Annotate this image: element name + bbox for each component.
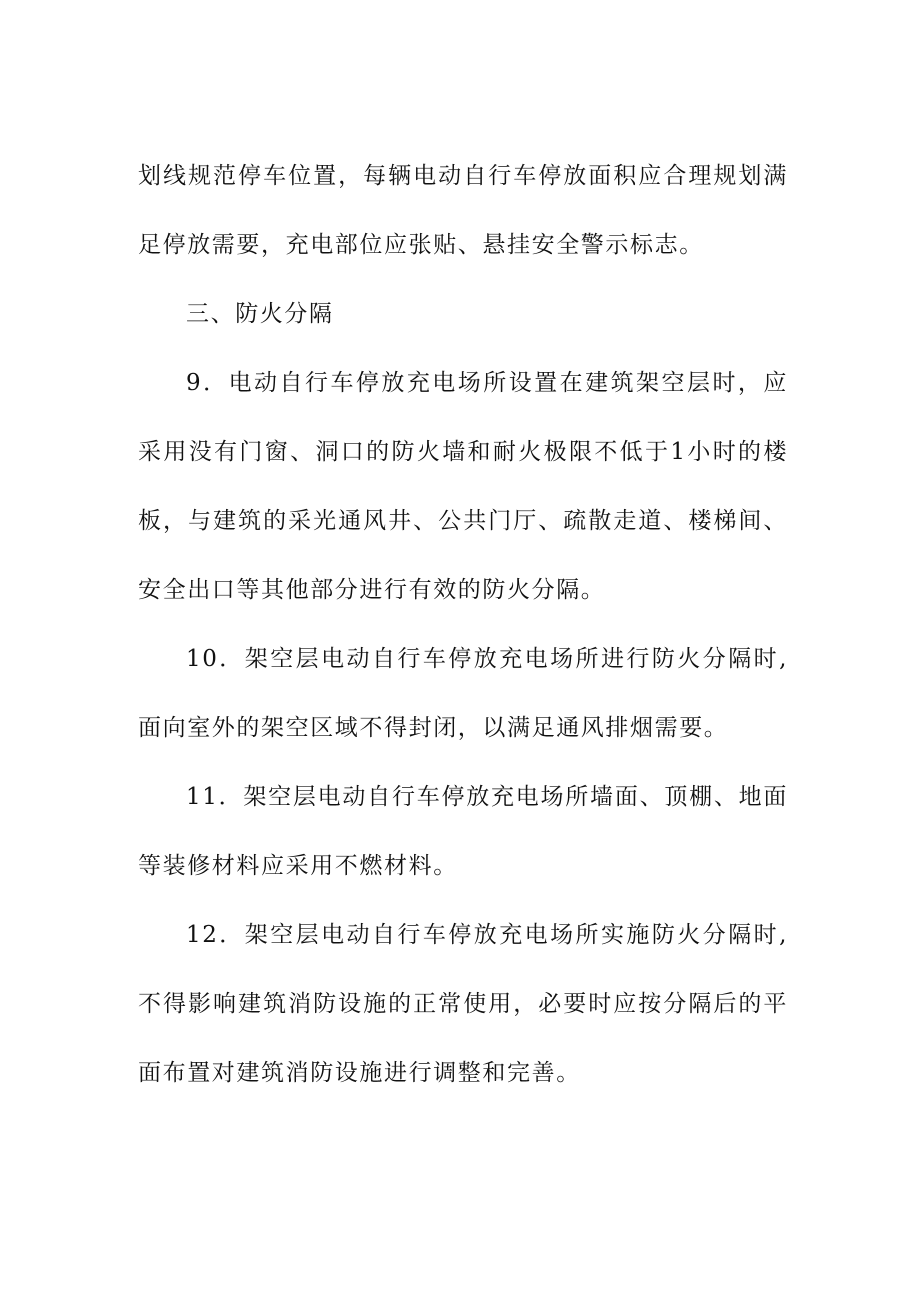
paragraph-item-12: 12．架空层电动自行车停放充电场所实施防火分隔时,不得影响建筑消防设施的正常使用，必要时应按分隔后的平面布置对建筑消防设施进行调整和完善。 [138, 922, 788, 1086]
section-heading: 三、防火分隔 [186, 301, 334, 327]
paragraph-continuation: 划线规范停车位置，每辆电动自行车停放面积应合理规划满足停放需要，充电部位应张贴、悬挂安全警示标志。 [138, 163, 788, 258]
paragraph-item-11: 11．架空层电动自行车停放充电场所墙面、顶棚、地面等装修材料应采用不燃材料。 [138, 784, 788, 879]
paragraph-item-9: 9．电动自行车停放充电场所设置在建筑架空层时，应采用没有门窗、洞口的防火墙和耐火极限不低于1小时的楼板，与建筑的采光通风井、公共门厅、疏散走道、楼梯间、安全出口等其他部分进行有效的防火分隔。 [138, 370, 788, 603]
document-body [138, 142, 788, 1108]
paragraph-item-10: 10．架空层电动自行车停放充电场所进行防火分隔时,面向室外的架空区域不得封闭，以满足通风排烟需要。 [138, 646, 788, 741]
